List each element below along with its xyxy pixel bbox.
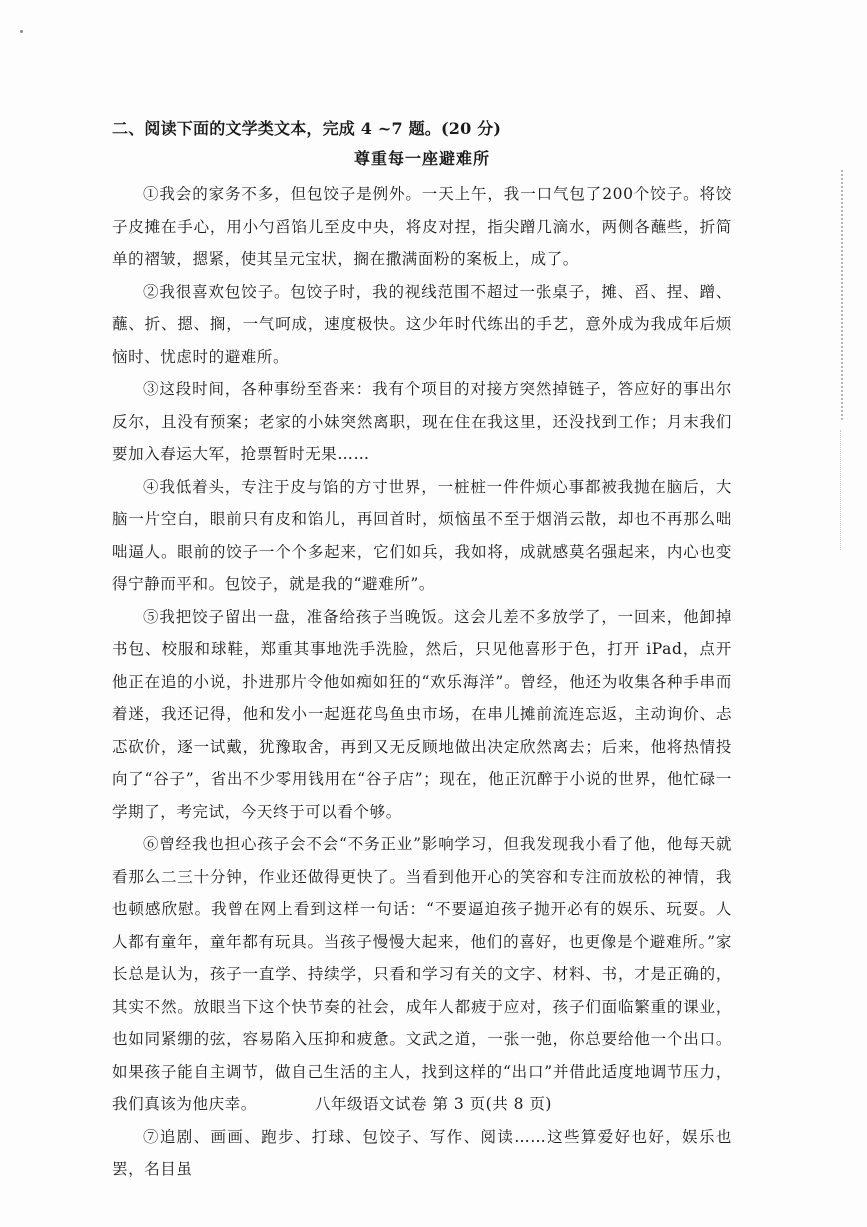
paragraph-2: ②我很喜欢包饺子。包饺子时，我的视线范围不超过一张桌子，摊、舀、捏、蹭、蘸、折、摁、搁，一气呵成，速度极快。这少年时代练出的手艺，意外成为我成年后烦恼时、忧虑时的避难所。 [112,282,732,366]
paragraph-1: ①我会的家务不多，但包饺子是例外。一天上午，我一口气包了200个饺子。将饺子皮摊在手心，用小勺舀馅儿至皮中央，将皮对捏，指尖蹭几滴水，两侧各蘸些，折简单的褶皱，摁紧，使其呈元宝状，搁在撒满面粉的案板上，成了。 [112,185,732,268]
scan-edge-mark-secondary [840,430,845,550]
reading-section [112,116,732,1186]
scan-edge-mark [841,170,849,420]
paragraph-4: ④我低着头，专注于皮与馅的方寸世界，一桩桩一件件烦心事都被我抛在脑后，大脑一片空白，眼前只有皮和馅儿，再回首时，烦恼虽不至于烟消云散，却也不再那么咄咄逼人。眼前的饺子一个个多起来，它们如兵，我如将，成就感莫名强起来，内心也变得宁静而平和。包饺子，就是我的“避难所”。 [112,477,732,593]
paragraph-6: ⑥曾经我也担心孩子会不会“不务正业”影响学习，但我发现我小看了他，他每天就看那么二三十分钟，作业还做得更快了。当看到他开心的笑容和专注而放松的神情，我也顿感欣慰。我曾在网上看到这样一句话：“不要逼迫孩子抛开必有的娱乐、玩耍。人人都有童年，童年都有玩具。当孩子慢慢大起来，他们的喜好，也更像是个避难所。”家长总是认为，孩子一直学、持续学，只看和学习有关的文字、材料、书，才是正确的，其实不然。放眼当下这个快节奏的社会，成年人都疲于应对，孩子们面临繁重的课业，也如同紧绷的弦，容易陷入压抑和疲惫。文武之道，一张一弛，你总要给他一个出口。如果孩子能自主调节，做自己生活的主人，找到这样的“出口”并借此适度地调节压力，我们真该为他庆幸。 [112,835,732,1113]
scan-speck [20,30,23,33]
paragraph-3: ③这段时间，各种事纷至沓来：我有个项目的对接方突然掉链子，答应好的事出尔反尔，且没有预案；老家的小妹突然离职，现在住在我这里，还没找到工作；月末我们要加入春运大军，抢票暂时无果…… [112,380,732,463]
paragraph-7: ⑦追剧、画画、跑步、打球、包饺子、写作、阅读……这些算爱好也好，娱乐也罢，名目虽 [112,1127,732,1178]
section-heading: 二、阅读下面的文学类文本，完成 4 ~7 题。(20 分) [112,119,502,138]
article-title: 尊重每一座避难所 [353,149,490,168]
paragraph-5: ⑤我把饺子留出一盘，准备给孩子当晚饭。这会儿差不多放学了，一回来，他卸掉书包、校服和球鞋，郑重其事地洗手洗脸，然后，只见他喜形于色，打开 iPad，点开他正在追的小说，扑进那片令他如痴如狂的“欢乐海洋”。曾经，他还为收集各种手串而着迷，我还记得，他和发小一起逛花鸟鱼虫市场，在串儿摊前流连忘返，主动询价、忐忑砍价，逐一试戴，犹豫取舍，再到又无反顾地做出决定欣然离去；后来，他将热情投向了“谷子”，省出不少零用钱用在“谷子店”；现在，他正沉醉于小说的世界，他忙碌一学期了，考完试，今天终于可以看个够。 [112,607,732,821]
page-footer: 八年级语文试卷 第 3 页(共 8 页) [315,1095,552,1113]
